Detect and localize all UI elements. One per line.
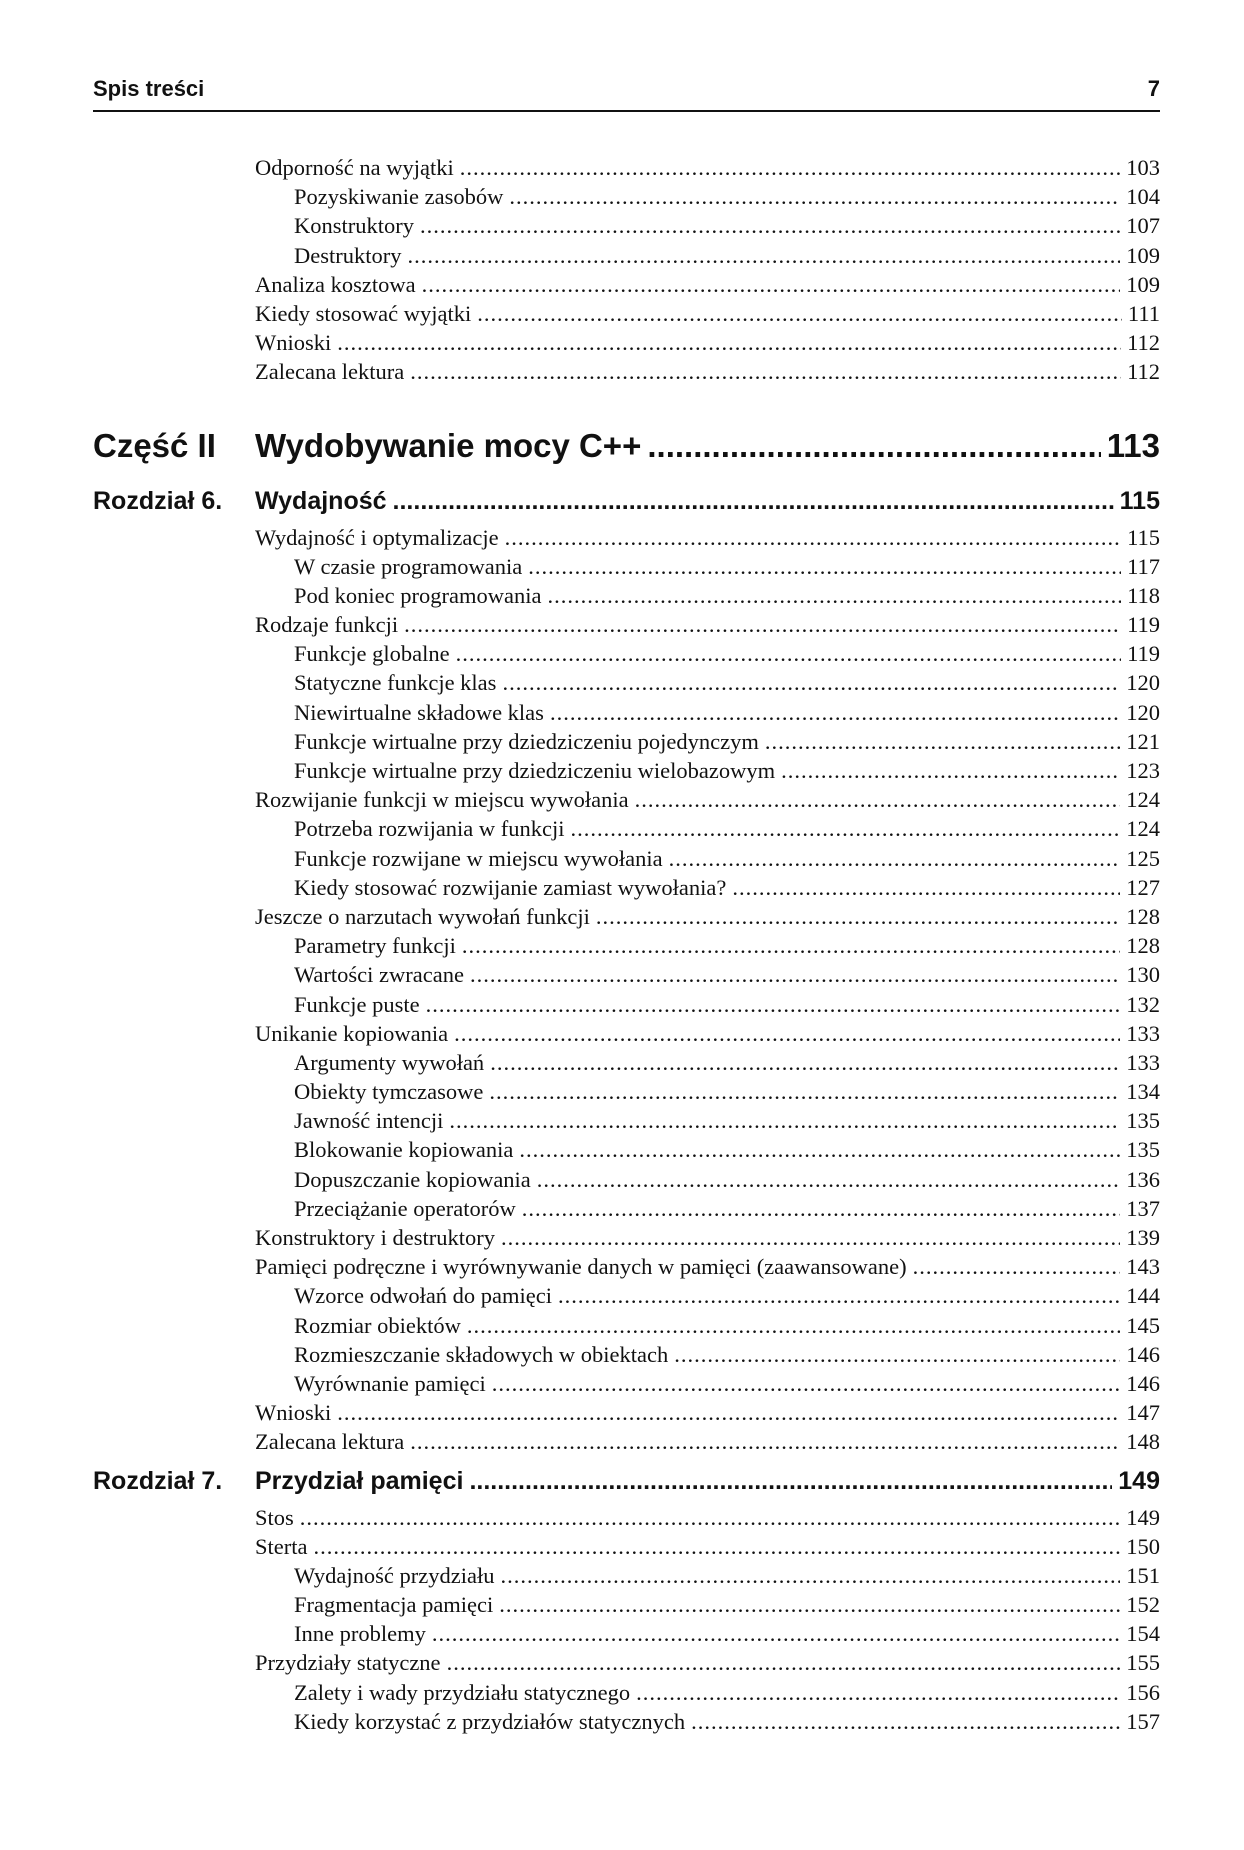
- dot-leader: [502, 670, 1120, 696]
- toc-entry[interactable]: [93, 1563, 1160, 1592]
- toc-entry[interactable]: [93, 213, 1160, 242]
- dot-leader: [489, 1079, 1120, 1105]
- toc-entry-title: Konstruktory i destruktory: [255, 1225, 495, 1250]
- toc-entry[interactable]: [93, 243, 1160, 272]
- toc-entry[interactable]: [93, 612, 1160, 641]
- dot-leader: [765, 729, 1120, 755]
- toc-entry-title: Stos: [255, 1504, 294, 1530]
- dot-leader: [537, 1167, 1120, 1193]
- toc-entry-page: 151: [1126, 1562, 1160, 1588]
- toc-entry-title: Parametry funkcji: [294, 933, 456, 959]
- toc-entry-page: 155: [1126, 1650, 1160, 1676]
- toc-entry-page: 134: [1126, 1079, 1160, 1105]
- toc-entry-page: 152: [1126, 1592, 1160, 1618]
- dot-leader: [393, 487, 1114, 516]
- toc-entry-title: Rozwijanie funkcji w miejscu wywołania: [255, 787, 629, 813]
- toc-entry-title: Kiedy stosować rozwijanie zamiast wywołania?: [294, 874, 727, 900]
- toc-entry-title: Fragmentacja pamięci: [294, 1592, 494, 1618]
- dot-leader: [469, 1467, 1112, 1496]
- dot-leader: [337, 1400, 1120, 1426]
- dot-leader: [781, 758, 1120, 784]
- page-number: 7: [1147, 76, 1160, 101]
- toc-entry-title: Przydziały statyczne: [255, 1650, 441, 1676]
- dot-leader: [422, 272, 1121, 298]
- toc-entry[interactable]: [93, 962, 1160, 991]
- dot-leader: [636, 1680, 1120, 1706]
- dot-leader: [509, 184, 1120, 210]
- dot-leader: [300, 1505, 1120, 1531]
- dot-leader: [501, 1225, 1120, 1251]
- toc-entry-title: Zalecana lektura: [255, 1429, 405, 1455]
- toc-entry-page: 121: [1126, 728, 1160, 754]
- toc-entry[interactable]: [93, 1650, 1160, 1679]
- toc-entry[interactable]: [93, 1167, 1160, 1196]
- toc-entry-page: 119: [1127, 612, 1160, 638]
- toc-entry-page: 127: [1126, 874, 1160, 900]
- toc-entry-page: 132: [1126, 991, 1160, 1017]
- toc-entry-title: Jeszcze o narzutach wywołań funkcji: [255, 903, 590, 929]
- toc-entry-title: Funkcje wirtualne przy dziedziczeniu pojedynczym: [294, 728, 759, 754]
- toc-entry-page: 118: [1127, 582, 1160, 608]
- dot-leader: [571, 816, 1121, 842]
- toc-entry-page: 147: [1126, 1400, 1160, 1426]
- toc-entry[interactable]: [93, 1371, 1160, 1400]
- toc-entry-title: Przydział pamięci: [255, 1466, 464, 1495]
- toc-entry-title: Obiekty tymczasowe: [294, 1079, 484, 1105]
- toc-entry-page: 109: [1126, 271, 1160, 297]
- dot-leader: [432, 1621, 1120, 1647]
- toc-entry[interactable]: [93, 1680, 1160, 1709]
- toc-entry-page: 128: [1126, 903, 1160, 929]
- toc-entry-page: 130: [1126, 962, 1160, 988]
- toc-part-entry[interactable]: [93, 427, 1160, 487]
- toc-entry[interactable]: [93, 700, 1160, 729]
- toc-entry[interactable]: [93, 583, 1160, 612]
- part-label: Część II: [93, 426, 216, 464]
- dot-leader: [558, 1283, 1120, 1309]
- toc-entry-page: 119: [1127, 641, 1160, 667]
- dot-leader: [522, 1196, 1121, 1222]
- toc-entry-title: Wyrównanie pamięci: [294, 1370, 486, 1396]
- toc-entry-page: 133: [1126, 1020, 1160, 1046]
- toc-entry-title: Wnioski: [255, 330, 332, 356]
- toc-entry[interactable]: [93, 846, 1160, 875]
- toc-entry-page: 150: [1126, 1533, 1160, 1559]
- dot-leader: [420, 213, 1120, 239]
- toc-entry-title: Kiedy korzystać z przydziałów statycznych: [294, 1708, 686, 1734]
- toc-entry-page: 115: [1119, 486, 1160, 515]
- dot-leader: [732, 875, 1120, 901]
- dot-leader: [410, 1429, 1120, 1455]
- toc-entry[interactable]: [93, 155, 1160, 184]
- dot-leader: [635, 787, 1121, 813]
- dot-leader: [456, 641, 1121, 667]
- toc-entry[interactable]: [93, 525, 1160, 554]
- toc-entry-page: 120: [1126, 699, 1160, 725]
- dot-leader: [500, 1563, 1120, 1589]
- dot-leader: [519, 1137, 1120, 1163]
- toc-entry-title: Wartości zwracane: [294, 962, 464, 988]
- dot-leader: [337, 330, 1121, 356]
- toc-entry-page: 157: [1126, 1708, 1160, 1734]
- dot-leader: [550, 700, 1120, 726]
- toc-entry-title: Funkcje puste: [294, 991, 420, 1017]
- toc-entry-title: Wydajność przydziału: [294, 1562, 495, 1588]
- dot-leader: [674, 1342, 1120, 1368]
- toc-entry-title: Dopuszczanie kopiowania: [294, 1166, 531, 1192]
- toc-entry[interactable]: [93, 758, 1160, 787]
- toc-entry-title: Blokowanie kopiowania: [294, 1137, 514, 1163]
- toc-entry[interactable]: [93, 554, 1160, 583]
- toc-chapter-entry[interactable]: [93, 1467, 1160, 1505]
- toc-entry-page: 137: [1126, 1195, 1160, 1221]
- toc-entry-title: Inne problemy: [294, 1621, 426, 1647]
- toc-entry-title: Pamięci podręczne i wyrównywanie danych w pamięci (zaawansowane): [255, 1254, 907, 1280]
- dot-leader: [404, 612, 1121, 638]
- toc-entry-title: Rozmieszczanie składowych w obiektach: [294, 1341, 669, 1367]
- toc-entry-page: 156: [1126, 1679, 1160, 1705]
- dot-leader: [596, 904, 1120, 930]
- toc-entry[interactable]: [93, 729, 1160, 758]
- dot-leader: [477, 301, 1122, 327]
- toc-entry-page: 135: [1126, 1108, 1160, 1134]
- toc-entry-page: 125: [1126, 845, 1160, 871]
- toc-entry-page: 107: [1126, 213, 1160, 239]
- toc-entry-title: Przeciążanie operatorów: [294, 1195, 516, 1221]
- table-of-contents: [93, 155, 1160, 1738]
- toc-entry[interactable]: [93, 1137, 1160, 1166]
- toc-entry[interactable]: [93, 641, 1160, 670]
- toc-entry[interactable]: [93, 1534, 1160, 1563]
- toc-entry-page: 111: [1127, 300, 1160, 326]
- toc-entry-page: 123: [1126, 758, 1160, 783]
- toc-entry-title: Niewirtualne składowe klas: [294, 699, 544, 725]
- chapter-label: Rozdział 7.: [93, 1466, 223, 1495]
- toc-entry-page: 103: [1126, 155, 1160, 180]
- dot-leader: [426, 992, 1121, 1018]
- toc-entry-page: 146: [1126, 1341, 1160, 1367]
- toc-entry[interactable]: [93, 301, 1160, 330]
- toc-entry[interactable]: [93, 330, 1160, 359]
- toc-entry-title: Destruktory: [294, 242, 402, 268]
- dot-leader: [407, 243, 1120, 269]
- dot-leader: [449, 1108, 1120, 1134]
- running-header: [93, 70, 1160, 112]
- toc-entry-title: Statyczne funkcje klas: [294, 670, 497, 696]
- toc-entry-title: Funkcje rozwijane w miejscu wywołania: [294, 845, 663, 871]
- toc-entry-page: 115: [1127, 524, 1160, 550]
- toc-entry-page: 149: [1118, 1466, 1160, 1495]
- toc-entry-title: Zalety i wady przydziału statycznego: [294, 1679, 631, 1705]
- toc-entry-page: 104: [1126, 184, 1160, 210]
- toc-entry[interactable]: [93, 933, 1160, 962]
- toc-entry-page: 112: [1127, 359, 1160, 385]
- toc-entry-page: 120: [1126, 670, 1160, 696]
- toc-entry-page: 145: [1126, 1312, 1160, 1338]
- dot-leader: [470, 962, 1120, 988]
- toc-entry[interactable]: [93, 1196, 1160, 1225]
- toc-entry-page: 133: [1126, 1049, 1160, 1075]
- toc-entry-title: Jawność intencji: [294, 1108, 444, 1134]
- toc-entry-title: Argumenty wywołań: [294, 1049, 485, 1075]
- toc-entry-title: Pod koniec programowania: [294, 582, 542, 608]
- toc-entry-page: 124: [1126, 787, 1160, 813]
- toc-entry-page: 144: [1126, 1283, 1160, 1309]
- toc-entry-title: Wydajność i optymalizacje: [255, 524, 499, 550]
- toc-entry-page: 112: [1127, 330, 1160, 356]
- toc-entry-page: 135: [1126, 1137, 1160, 1163]
- toc-entry-page: 149: [1126, 1504, 1160, 1530]
- toc-chapter-entry[interactable]: [93, 487, 1160, 525]
- toc-entry[interactable]: [93, 184, 1160, 213]
- dot-leader: [691, 1709, 1120, 1735]
- dot-leader: [669, 846, 1121, 872]
- toc-entry[interactable]: [93, 787, 1160, 816]
- toc-entry-title: Wzorce odwołań do pamięci: [294, 1283, 553, 1309]
- toc-entry-page: 136: [1126, 1166, 1160, 1192]
- toc-entry[interactable]: [93, 1079, 1160, 1108]
- dot-leader: [499, 1592, 1120, 1618]
- toc-entry-page: 154: [1126, 1621, 1160, 1647]
- dot-leader: [505, 525, 1122, 551]
- toc-entry-title: Wydajność: [255, 486, 387, 515]
- dot-leader: [460, 155, 1121, 181]
- toc-entry[interactable]: [93, 1254, 1160, 1283]
- toc-entry[interactable]: [93, 816, 1160, 845]
- toc-entry[interactable]: [93, 1313, 1160, 1342]
- toc-entry-page: 146: [1126, 1370, 1160, 1396]
- toc-entry-page: 117: [1127, 553, 1160, 579]
- dot-leader: [492, 1371, 1121, 1397]
- toc-entry[interactable]: [93, 1505, 1160, 1534]
- toc-entry-title: Zalecana lektura: [255, 359, 405, 385]
- toc-entry[interactable]: [93, 992, 1160, 1021]
- toc-entry-page: 139: [1126, 1225, 1160, 1250]
- toc-entry[interactable]: [93, 359, 1160, 388]
- toc-entry-page: 109: [1126, 242, 1160, 268]
- toc-entry[interactable]: [93, 1342, 1160, 1371]
- dot-leader: [313, 1534, 1120, 1560]
- dot-leader: [490, 1050, 1120, 1076]
- toc-entry[interactable]: [93, 1225, 1160, 1254]
- chapter-label: Rozdział 6.: [93, 486, 223, 515]
- toc-entry-page: 128: [1126, 933, 1160, 959]
- toc-entry-title: Wnioski: [255, 1400, 332, 1426]
- toc-entry[interactable]: [93, 670, 1160, 699]
- toc-entry[interactable]: [93, 1283, 1160, 1312]
- toc-entry-title: Rozmiar obiektów: [294, 1312, 461, 1338]
- toc-entry-title: Analiza kosztowa: [255, 271, 416, 297]
- toc-entry-title: W czasie programowania: [294, 553, 523, 579]
- toc-entry-page: 143: [1126, 1254, 1160, 1280]
- toc-entry-title: Pozyskiwanie zasobów: [294, 184, 504, 210]
- toc-entry[interactable]: [93, 1429, 1160, 1458]
- toc-entry-page: 124: [1126, 816, 1160, 842]
- dot-leader: [547, 583, 1121, 609]
- dot-leader: [454, 1021, 1120, 1047]
- toc-entry-title: Wydobywanie mocy C++: [255, 426, 642, 464]
- toc-entry[interactable]: [93, 1108, 1160, 1137]
- section-title: Spis treści: [93, 76, 205, 101]
- toc-entry-title: Funkcje globalne: [294, 641, 450, 667]
- toc-entry[interactable]: [93, 1021, 1160, 1050]
- toc-entry[interactable]: [93, 875, 1160, 904]
- dot-leader: [410, 359, 1121, 385]
- toc-entry-title: Konstruktory: [294, 213, 414, 239]
- dot-leader: [462, 933, 1120, 959]
- toc-entry[interactable]: [93, 1592, 1160, 1621]
- dot-leader: [528, 554, 1121, 580]
- toc-entry-title: Potrzeba rozwijania w funkcji: [294, 816, 565, 842]
- dot-leader: [467, 1313, 1120, 1339]
- toc-entry[interactable]: [93, 1621, 1160, 1650]
- toc-entry[interactable]: [93, 904, 1160, 933]
- toc-entry-page: 113: [1106, 426, 1160, 464]
- toc-entry-title: Kiedy stosować wyjątki: [255, 300, 472, 326]
- toc-entry-page: 148: [1126, 1429, 1160, 1455]
- dot-leader: [647, 427, 1100, 465]
- toc-entry-title: Odporność na wyjątki: [255, 155, 454, 180]
- toc-entry-title: Rodzaje funkcji: [255, 612, 399, 638]
- toc-entry[interactable]: [93, 272, 1160, 301]
- dot-leader: [913, 1254, 1121, 1280]
- toc-entry[interactable]: [93, 1709, 1160, 1738]
- toc-entry-title: Sterta: [255, 1533, 308, 1559]
- toc-entry[interactable]: [93, 1400, 1160, 1429]
- toc-entry-title: Unikanie kopiowania: [255, 1020, 449, 1046]
- toc-entry-title: Funkcje wirtualne przy dziedziczeniu wielobazowym: [294, 758, 776, 783]
- toc-entry[interactable]: [93, 1050, 1160, 1079]
- dot-leader: [447, 1650, 1121, 1676]
